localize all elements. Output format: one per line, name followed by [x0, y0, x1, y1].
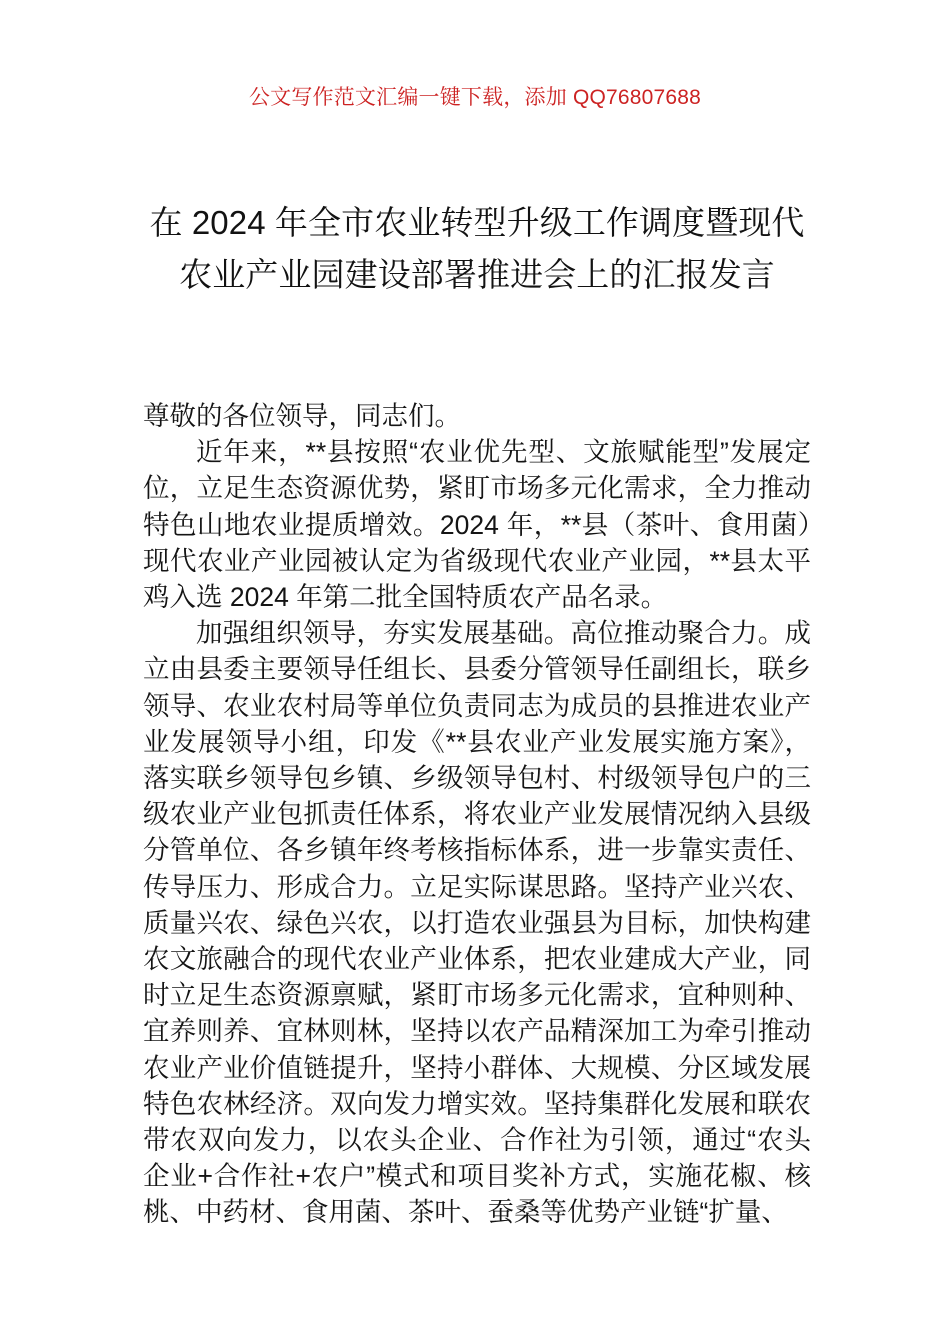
page-title: 在 2024 年全市农业转型升级工作调度暨现代农业产业园建设部署推进会上的汇报发言 — [149, 204, 805, 294]
paragraph-salutation: 尊敬的各位领导，同志们。 — [143, 401, 461, 431]
document-body — [143, 398, 811, 1231]
paragraph-2: 加强组织领导，夯实发展基础。高位推动聚合力。成立由县委主要领导任组长、县委分管领导任副组长，联乡领导、农业农村局等单位负责同志为成员的县推进农业产业发展领导小组，印发《**县农业产业发展实施方案》，落实联乡领导包乡镇、乡级领导包村、村级领导包户的三级农业产业包抓责任体系，将农业产业发展情况纳入县级分管单位、各乡镇年终考核指标体系，进一步靠实责任、传导压力、形成合力。立足实际谋思路。坚持产业兴农、质量兴农、绿色兴农，以打造农业强县为目标，加快构建农文旅融合的现代农业产业体系，把农业建成大产业，同时立足生态资源禀赋，紧盯市场多元化需求，宜种则种、宜养则养、宜林则林，坚持以农产品精深加工为牵引推动农业产业价值链提升，坚持小群体、大规模、分区域发展特色农林经济。双向发力增实效。坚持集群化发展和联农带农双向发力，以农头企业、合作社为引领，通过“农头企业+合作社+农户”模式和项目奖补方式，实施花椒、核桃、中药材、食用菌、茶叶、蚕桑等优势产业链“扩量、 — [143, 618, 811, 1228]
promo-header-text: 公文写作范文汇编一键下载，添加 QQ76807688 — [248, 86, 702, 109]
paragraph-1: 近年来，**县按照“农业优先型、文旅赋能型”发展定位，立足生态资源优势，紧盯市场多元化需求，全力推动特色山地农业提质增效。2024 年，**县（茶叶、食用菌）现代农业产业园被认定为省级现代农业产业园，**县太平鸡入选 2024 年第二批全国特质农产品名录。 — [143, 437, 811, 613]
